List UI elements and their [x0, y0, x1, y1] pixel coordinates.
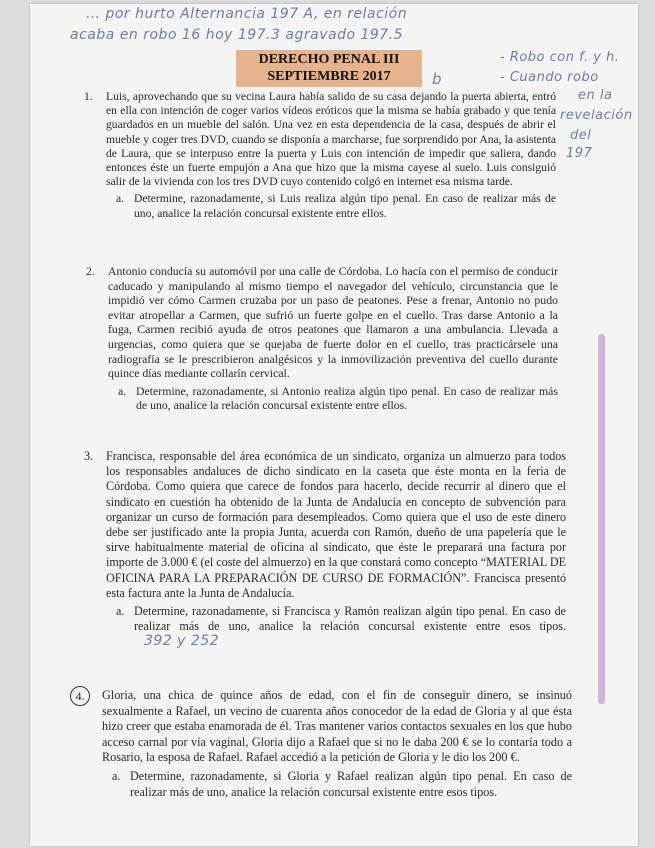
title-date: SEPTIEMBRE 2017 [267, 69, 391, 84]
question-number: 3. [84, 449, 94, 463]
subitem-letter: a. [116, 192, 125, 206]
title-course: DERECHO PENAL III [258, 52, 400, 67]
question-text: Francisca, responsable del área económica de un sindicato, organiza un almuerzo para todos los responsables andaluces de dicho sindicato en la caseta que éste monta en la feria de Córdoba. Como quiera que carece de fondos para hacerlo, decide recurrir al dinero que el sindicato en cuestión ha obtenido de la Junta de Andalucía en concepto de subvención para organizar un curso de formación para desempleados. Como quiera que el uso de este dinero debe ser justificado ante la propia Junta, acuerda con Ramón, dueño de una papelería que le sirve habitualmente material de oficina al sindicato, que éste le preparará una factura por importe de 3.000 € (el coste del almuerzo) en la que constará como concepto “MATERIAL DE OFICINA PARA LA PREPARACIÓN DE CURSO DE FORMACIÓN”. Francisca presentó esta factura ante la Junta de Andalucía. [106, 449, 566, 600]
question-1 [84, 90, 556, 221]
handwritten-note-2: acaba en robo 16 hoy 197.3 agravado 197.5 [70, 27, 404, 43]
question-text: Gloria, una chica de quince años de edad, con el fin de conseguir dinero, se insinuó sexualmente a Rafael, un vecino de cuarenta años conocedor de la edad de Gloria y al que ésta hizo creer que estaba enamorada de él. Tras mantener varios contactos sexuales en los que hubo acceso carnal por vía vaginal, Gloria dijo a Rafael que si no le daba 200 € se lo contaría todo a Rosario, la esposa de Rafael. Rafael accedió a la petición de Gloria y le dio los 200 €. [102, 688, 572, 765]
question-subitem [106, 604, 566, 650]
exam-title [236, 50, 422, 87]
handwritten-side-4: 197 [566, 146, 593, 161]
question-number: 2. [86, 264, 95, 278]
subitem-text: Determine, razonadamente, si Antonio realiza algún tipo penal. En caso de realizar más de uno, analice la relación concursal existente entre ellos. [136, 383, 558, 413]
subitem-text: Determine, razonadamente, si Gloria y Rafael realizan algún tipo penal. En caso de realizar más de uno, analice la relación concursal existente entre esos tipos. [130, 768, 572, 799]
question-number: 1. [84, 90, 93, 103]
handwritten-note-4: - Cuando robo [500, 70, 599, 85]
question-subitem [102, 769, 572, 800]
subitem-text: Determine, razonadamente, si Francisca y Ramón realizan algún tipo penal. En caso de realizar más de uno, analice la relación concursal existente entre esos tipos. [134, 604, 566, 634]
question-number: 4. [70, 686, 90, 706]
handwritten-note-3: - Robo con f. y h. [500, 50, 620, 65]
question-text: Luis, aprovechando que su vecina Laura había salido de su casa dejando la puerta abierta, entró en ella con intención de coger varios vídeos eróticos que la misma se había grabado y que tenía guardados en un mueble del salón. Una vez en esta dependencia de la casa, después de abrir el mueble y coger tres DVD, cuando se disponía a marcharse, fue sorprendido por Ana, la asistenta de Laura, que se interpuso entre la puerta y Luis con intención de impedir que saliera, dando entonces éste un fuerte empujón a Ana que hizo que la misma cayese al suelo. Luis consiguió salir de la vivienda con los tres DVD cuyo contenido colgó en internet esa misma tarde. [106, 90, 556, 189]
question-subitem [106, 192, 556, 220]
exam-sheet [30, 4, 638, 846]
handwritten-side-1: en la [578, 88, 613, 103]
highlighter-mark [598, 334, 605, 704]
question-text: Antonio conducía su automóvil por una calle de Córdoba. Lo hacía con el permiso de conducir caducado y manipulando al mismo tiempo el navegador del vehículo, circunstancia que le impidió ver cómo Carmen cruzaba por un paso de peatones. Pese a frenar, Antonio no pudo evitar atropellar a Carmen, que sufrió un fuerte golpe en el cuello. Tras darse Antonio a la fuga, Carmen recibió ayuda de otros peatones que llamaron a una ambulancia. Llevada a urgencias, como quiera que se quejaba de fuerte dolor en el cuello, tras practicársele una radiografía se le prescribieron analgésicos y la inmovilización preventiva del cuello durante quince días mediante collarín cervical. [108, 264, 558, 381]
subitem-letter: a. [118, 383, 127, 398]
handwritten-article-note: 392 y 252 [144, 633, 220, 650]
subitem-text: Determine, razonadamente, si Luis realiza algún tipo penal. En caso de realizar más de uno, analice la relación concursal existente entre ellos. [134, 192, 556, 220]
question-number-circled [70, 686, 90, 706]
handwritten-side-2: revelación [560, 108, 633, 123]
question-2 [86, 264, 558, 413]
question-subitem [108, 384, 558, 413]
question-3 [84, 449, 566, 650]
handwritten-note-1: … por hurto Alternancia 197 A, en relación [86, 6, 408, 22]
handwritten-side-3: del [570, 128, 592, 143]
subitem-letter: a. [112, 768, 121, 783]
handwritten-mark: b [432, 70, 443, 88]
question-4 [75, 688, 572, 800]
subitem-letter: a. [116, 604, 125, 619]
